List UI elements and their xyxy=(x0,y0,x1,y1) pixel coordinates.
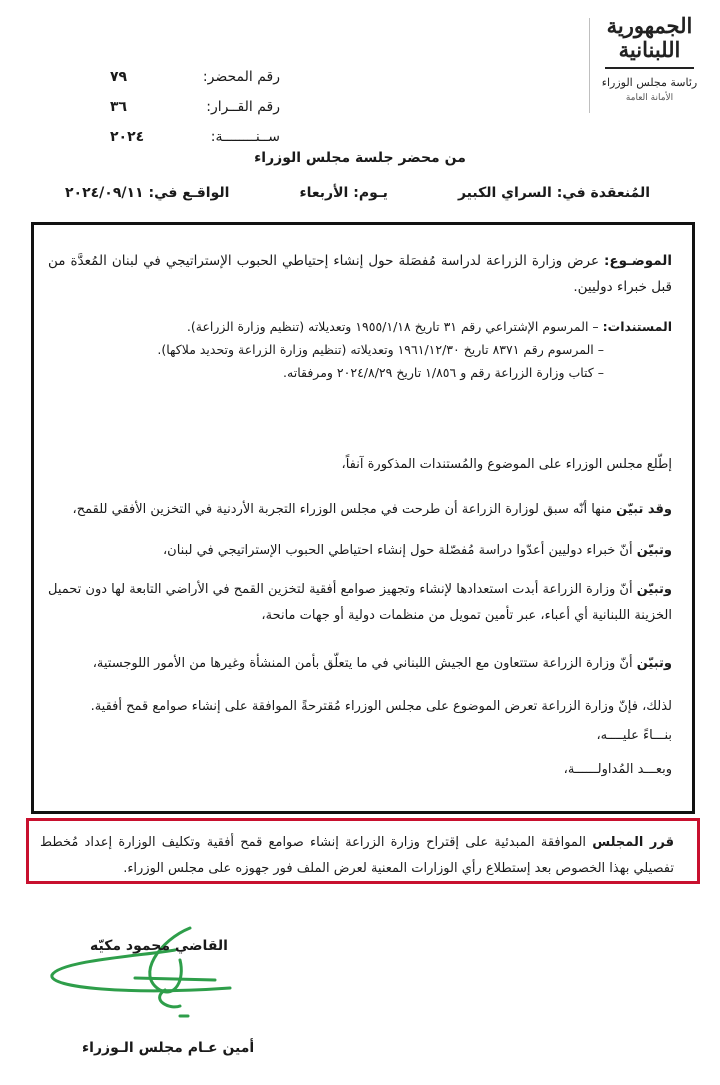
subject-paragraph xyxy=(48,248,672,300)
session-venue-label: المُنعقدة في: xyxy=(556,185,650,201)
finding-paragraph: وتبيّن أنّ وزارة الزراعة ستتعاون مع الجيش اللبناني في ما يتعلّق بأمن المنشأة وغيرها من الأمور اللوجستية، xyxy=(92,656,672,671)
finding-paragraph: وتبيّن أنّ وزارة الزراعة أبدت استعدادها لإنشاء وتجهيز صوامع أفقية لتخزين القمح في الأراضي التابعة لها دون تحميل الخزينة اللبنانية أي أعباء، عبر تأمين تمويل من منظمات دولية أو جهات مانحة، xyxy=(48,582,672,623)
session-day xyxy=(299,185,387,201)
finding-paragraph: وقد تبيّن منها أنّه سبق لوزارة الزراعة أن طرحت في مجلس الوزراء التجربة الأردنية في التخزين الأفقي للقمح، xyxy=(72,502,672,517)
decision-number-label: رقم القــرار: xyxy=(206,99,280,115)
session-venue-value: السراي الكبير xyxy=(457,185,552,201)
letterhead-presidency: رئاسة مجلس الوزراء xyxy=(601,76,698,89)
session-details xyxy=(65,185,650,201)
based-on-line: بنـــاءً عليــــه، xyxy=(596,728,672,743)
letterhead-lebanese: اللبنانية xyxy=(618,37,681,62)
intro-paragraph: إطّلع مجلس الوزراء على الموضوع والمُستندات المذكورة آنفاً، xyxy=(341,457,672,472)
letterhead-divider xyxy=(589,18,590,113)
documents-label: المستندات: xyxy=(602,319,672,334)
session-title: من محضر جلسة مجلس الوزراء xyxy=(254,150,466,166)
document-meta xyxy=(110,62,280,152)
session-venue xyxy=(458,185,650,201)
letterhead-rule xyxy=(605,67,694,69)
decision-number-value: ٣٦ xyxy=(110,99,128,115)
document-item: – كتاب وزارة الزراعة رقم و ١/٨٥٦ تاريخ ٢٠٢٤/٨/٢٩ ومرفقاته. xyxy=(283,365,604,380)
signatory-title: أمين عـام مجلس الـوزراء xyxy=(82,1040,255,1056)
session-day-label: يـوم: xyxy=(353,185,388,201)
handwritten-signature-icon xyxy=(40,920,240,1030)
finding-paragraph: وتبيّن أنّ خبراء دوليين أعدّوا دراسة مُفصّلة حول إنشاء احتياطي الحبوب الإستراتيجي في لبنان، xyxy=(162,543,672,558)
year-label: ســنــــــــة: xyxy=(210,129,280,145)
session-date xyxy=(65,185,229,201)
minutes-number-label: رقم المحضر: xyxy=(202,69,280,85)
session-day-value: الأربعاء xyxy=(299,185,349,201)
documents-list xyxy=(48,315,672,384)
session-date-label: الواقـع في: xyxy=(148,185,230,201)
minutes-number-value: ٧٩ xyxy=(110,69,128,85)
decision-paragraph xyxy=(40,830,674,882)
letterhead-secretariat: الأمانة العامة xyxy=(625,93,674,103)
document-item: – المرسوم رقم ٨٣٧١ تاريخ ١٩٦١/١٢/٣٠ وتعديلاته (تنظيم وزارة الزراعة وتحديد ملاكها). xyxy=(157,342,604,357)
year-value: ٢٠٢٤ xyxy=(110,129,145,145)
decision-number-row xyxy=(110,92,280,122)
subject-label: الموضـوع: xyxy=(604,253,672,269)
decision-lead: قرر المجلس xyxy=(592,835,674,850)
signatory-name: القاضي محمود مكيّه xyxy=(90,938,228,954)
session-date-value: ٢٠٢٤/٠٩/١١ xyxy=(65,185,144,201)
minutes-number-row xyxy=(110,62,280,92)
decision-text: الموافقة المبدئية على إقتراح وزارة الزراعة إنشاء صوامع قمح أفقية وتكليف الوزارة إعداد مُخطط تفصيلي بهذا الخصوص بعد إستطلاع رأي الوزارات المعنية لعرض الملف فور جهوزه على مجلس الوزراء. xyxy=(40,835,674,876)
document-item: المستندات: – المرسوم الإشتراعي رقم ٣١ تاريخ ١٩٥٥/١/١٨ وتعديلاته (تنظيم وزارة الزراعة). xyxy=(186,319,672,334)
letterhead-republic: الجمهورية xyxy=(606,13,693,38)
conclusion-paragraph: لذلك، فإنّ وزارة الزراعة تعرض الموضوع على مجلس الوزراء مُقترحةً الموافقة على إنشاء صوامع قمح أفقية. xyxy=(90,699,672,714)
letterhead-emblem xyxy=(597,14,702,105)
after-deliberation-line: وبعـــد المُداولــــــة، xyxy=(563,762,672,777)
subject-text: عرض وزارة الزراعة لدراسة مُفصَلة حول إنشاء إحتياطي الحبوب الإستراتيجي في لبنان المُعدَّة من قبل خبراء دوليين. xyxy=(48,253,672,295)
year-row xyxy=(110,122,280,152)
